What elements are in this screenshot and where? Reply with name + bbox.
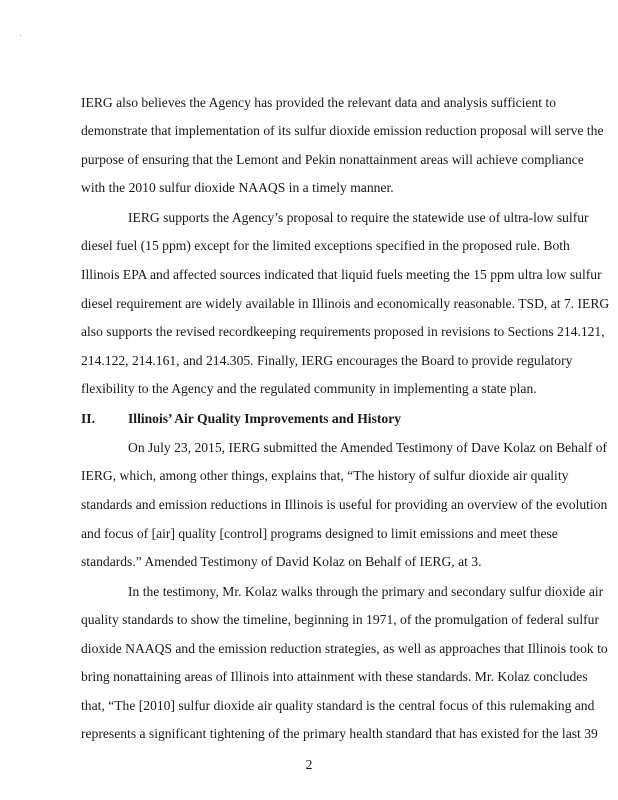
text-line: 214.122, 214.161, and 214.305. Finally, IERG encourages the Board to provide regulatory [81,353,573,368]
section-number: II. [81,411,95,426]
text-line: also supports the revised recordkeeping requirements proposed in revisions to Sections 214.121, [81,324,605,339]
page-number: 2 [305,757,313,772]
text-line: In the testimony, Mr. Kolaz walks through the primary and secondary sulfur dioxide air [128,584,604,599]
text-line: Illinois EPA and affected sources indicated that liquid fuels meeting the 15 ppm ultra low sulfur [81,267,602,282]
text-line: demonstrate that implementation of its sulfur dioxide emission reduction proposal will serve the [81,123,604,138]
text-line: standards.” Amended Testimony of David Kolaz on Behalf of IERG, at 3. [81,554,482,569]
text-line: purpose of ensuring that the Lemont and Pekin nonattainment areas will achieve compliance [81,152,584,167]
text-line: On July 23, 2015, IERG submitted the Amended Testimony of Dave Kolaz on Behalf of [128,440,608,455]
text-line: bring nonattaining areas of Illinois into attainment with these standards. Mr. Kolaz concludes [81,669,588,684]
text-line: dioxide NAAQS and the emission reduction strategies, as well as approaches that Illinois took to [81,641,608,656]
scan-speck [20,35,21,36]
text-line: IERG supports the Agency’s proposal to require the statewide use of ultra-low sulfur [128,210,589,225]
text-line: flexibility to the Agency and the regulated community in implementing a state plan. [81,381,537,396]
text-line: with the 2010 sulfur dioxide NAAQS in a timely manner. [81,180,394,195]
text-line: IERG, which, among other things, explains that, “The history of sulfur dioxide air quality [81,468,569,483]
text-line: IERG also believes the Agency has provided the relevant data and analysis sufficient to [81,95,557,110]
section-title: Illinois’ Air Quality Improvements and History [128,411,402,426]
text-line: represents a significant tightening of the primary health standard that has existed for the last 39 [81,726,598,741]
text-line: standards and emission reductions in Illinois is useful for providing an overview of the evolution [81,497,608,512]
text-line: that, “The [2010] sulfur dioxide air quality standard is the central focus of this rulemaking and [81,698,595,713]
text-line: quality standards to show the timeline, beginning in 1971, of the promulgation of federal sulfur [81,612,599,627]
text-line: and focus of [air] quality [control] programs designed to limit emissions and meet these [81,526,558,541]
text-line: diesel fuel (15 ppm) except for the limited exceptions specified in the proposed rule. Both [81,238,570,253]
text-line: diesel requirement are widely available in Illinois and economically reasonable. TSD, at 7. IERG [81,296,610,311]
